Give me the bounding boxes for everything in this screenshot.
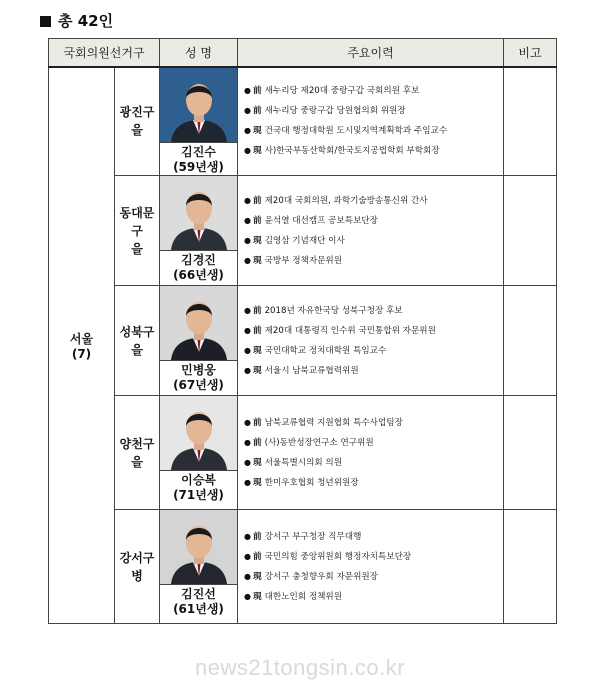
career-mark: 前 (252, 551, 262, 562)
district-name: 성북구 (119, 324, 155, 339)
career-item (244, 301, 503, 321)
candidate-birth: (67년생) (173, 378, 224, 392)
portrait-icon (167, 70, 231, 142)
district-name: 동대문구 (119, 205, 155, 238)
bullet-icon: ● (244, 86, 251, 96)
bullet-icon: ● (244, 215, 251, 225)
career-text: 새누리당 제20대 중랑구갑 국회의원 후보 (264, 86, 420, 97)
district-name: 광진구 (119, 105, 155, 120)
career-mark: 前 (252, 305, 262, 316)
career-item (244, 547, 503, 567)
career-cell (238, 286, 504, 396)
career-cell (238, 176, 504, 286)
candidate-birth: (66년생) (173, 268, 224, 282)
career-text: (사)동반성장연구소 연구위원 (264, 437, 374, 448)
career-item (244, 101, 503, 121)
note-cell (504, 286, 557, 396)
candidate-birth: (71년생) (173, 488, 224, 502)
bullet-icon: ● (244, 195, 251, 205)
career-text: 한미우호협회 청년위원장 (264, 477, 359, 488)
bullet-icon: ● (244, 235, 251, 245)
candidate-name: 김진선 (181, 587, 216, 601)
note-cell (504, 176, 557, 286)
district-suffix: 을 (131, 342, 143, 357)
bullet-icon: ● (244, 126, 251, 136)
bullet-icon: ● (244, 571, 251, 581)
table-row (49, 176, 557, 286)
header-name: 성 명 (160, 39, 238, 67)
career-text: 제20대 국회의원, 과학기술방송통신위 간사 (264, 195, 428, 206)
note-cell (504, 396, 557, 510)
career-text: 새누리당 중랑구갑 당원협의회 위원장 (264, 106, 406, 117)
career-mark: 現 (252, 255, 262, 266)
career-item (244, 361, 503, 381)
bullet-icon: ● (244, 457, 251, 467)
career-list (244, 413, 503, 493)
career-item (244, 191, 503, 211)
career-mark: 前 (252, 437, 262, 448)
career-item (244, 567, 503, 587)
career-item (244, 341, 503, 361)
career-text: 국민의힘 중앙위원회 행정자치특보단장 (264, 551, 412, 562)
bullet-icon: ● (244, 106, 251, 116)
career-text: 서울시 남북교류협력위원 (264, 365, 359, 376)
career-item (244, 251, 503, 271)
candidate-name: 민병웅 (181, 363, 216, 377)
career-list (244, 81, 503, 161)
career-item (244, 587, 503, 607)
career-text: 서울특별시의회 의원 (264, 457, 343, 468)
career-mark: 現 (252, 345, 262, 356)
bullet-icon: ● (244, 551, 251, 561)
career-list (244, 301, 503, 381)
career-text: 남북교류협력 지원협회 특수사업팀장 (264, 417, 403, 428)
career-item (244, 453, 503, 473)
career-item (244, 413, 503, 433)
career-item (244, 473, 503, 493)
career-text: 강서구 부구청장 직무대행 (264, 531, 362, 542)
career-mark: 前 (252, 325, 262, 336)
region-cell (49, 67, 115, 624)
bullet-icon: ● (244, 437, 251, 447)
career-item (244, 433, 503, 453)
district-suffix: 을 (131, 454, 143, 469)
district-suffix: 병 (131, 568, 143, 583)
table-row (49, 286, 557, 396)
page-heading (40, 10, 113, 31)
header-note: 비고 (504, 39, 557, 67)
candidate-photo (160, 176, 237, 251)
table-row (49, 396, 557, 510)
candidate-name: 이승복 (181, 473, 216, 487)
career-mark: 現 (252, 591, 262, 602)
region-name: 서울 (69, 331, 94, 346)
note-cell (504, 67, 557, 176)
candidate-cell (160, 510, 238, 624)
district-name: 양천구 (119, 436, 155, 451)
square-bullet-icon (40, 16, 51, 27)
career-item (244, 321, 503, 341)
career-mark: 前 (252, 215, 262, 226)
bullet-icon: ● (244, 591, 251, 601)
career-mark: 前 (252, 531, 262, 542)
candidate-photo (160, 68, 237, 143)
career-mark: 前 (252, 86, 262, 97)
portrait-icon (167, 288, 231, 360)
career-mark: 現 (252, 235, 262, 246)
district-cell (115, 396, 160, 510)
career-text: 대한노인회 정책위원 (264, 591, 343, 602)
candidate-photo (160, 396, 237, 471)
table-row (49, 67, 557, 176)
candidate-cell (160, 286, 238, 396)
career-text: 2018년 자유한국당 성북구청장 후보 (264, 305, 403, 316)
career-text: 국방부 정책자문위원 (264, 255, 343, 266)
candidate-photo (160, 510, 237, 585)
career-mark: 現 (252, 146, 262, 157)
bullet-icon: ● (244, 305, 251, 315)
career-mark: 前 (252, 195, 262, 206)
district-name: 강서구 (119, 550, 155, 565)
career-mark: 現 (252, 126, 262, 137)
career-mark: 現 (252, 365, 262, 376)
note-cell (504, 510, 557, 624)
bullet-icon: ● (244, 531, 251, 541)
career-item (244, 211, 503, 231)
career-item (244, 141, 503, 161)
candidate-cell (160, 396, 238, 510)
career-mark: 現 (252, 477, 262, 488)
district-suffix: 을 (131, 123, 143, 138)
header-district: 국회의원선거구 (49, 39, 160, 67)
heading-text: 총 42인 (58, 12, 114, 30)
table-row (49, 510, 557, 624)
candidate-table (48, 38, 557, 624)
portrait-icon (167, 178, 231, 250)
candidate-birth: (61년생) (173, 602, 224, 616)
candidate-name: 김경진 (181, 253, 216, 267)
candidate-birth: (59년생) (173, 159, 224, 174)
candidate-photo (160, 286, 237, 361)
career-mark: 現 (252, 571, 262, 582)
career-list (244, 527, 503, 607)
career-text: 사)한국부동산학회/한국토지공법학회 부학회장 (264, 146, 440, 157)
career-text: 국민대학교 정치대학원 특임교수 (264, 345, 387, 356)
candidate-cell (160, 176, 238, 286)
career-item (244, 231, 503, 251)
career-text: 김영삼 기념재단 이사 (264, 235, 345, 246)
career-mark: 前 (252, 417, 262, 428)
career-cell (238, 510, 504, 624)
career-text: 강서구 충청향우회 자문위원장 (264, 571, 378, 582)
career-text: 건국대 행정대학원 도시및지역계획학과 주임교수 (264, 126, 448, 137)
bullet-icon: ● (244, 365, 251, 375)
career-mark: 前 (252, 106, 262, 117)
career-item (244, 121, 503, 141)
career-text: 윤석열 대선캠프 공보특보단장 (264, 215, 378, 226)
career-text: 제20대 대통령직 인수위 국민통합위 자문위원 (264, 325, 436, 336)
career-list (244, 191, 503, 271)
career-item (244, 81, 503, 101)
portrait-icon (167, 398, 231, 470)
career-cell (238, 67, 504, 176)
district-cell (115, 176, 160, 286)
region-count: (7) (71, 346, 92, 361)
district-cell (115, 510, 160, 624)
district-cell (115, 67, 160, 176)
bullet-icon: ● (244, 255, 251, 265)
bullet-icon: ● (244, 477, 251, 487)
candidate-cell (160, 67, 238, 176)
bullet-icon: ● (244, 417, 251, 427)
header-career: 주요이력 (238, 39, 504, 67)
career-mark: 現 (252, 457, 262, 468)
career-cell (238, 396, 504, 510)
district-suffix: 을 (131, 241, 143, 256)
bullet-icon: ● (244, 345, 251, 355)
bullet-icon: ● (244, 146, 251, 156)
district-cell (115, 286, 160, 396)
portrait-icon (167, 512, 231, 584)
bullet-icon: ● (244, 325, 251, 335)
table-header-row (49, 39, 557, 67)
candidate-name: 김진수 (181, 144, 216, 159)
watermark: news21tongsin.co.kr (194, 655, 406, 680)
career-item (244, 527, 503, 547)
